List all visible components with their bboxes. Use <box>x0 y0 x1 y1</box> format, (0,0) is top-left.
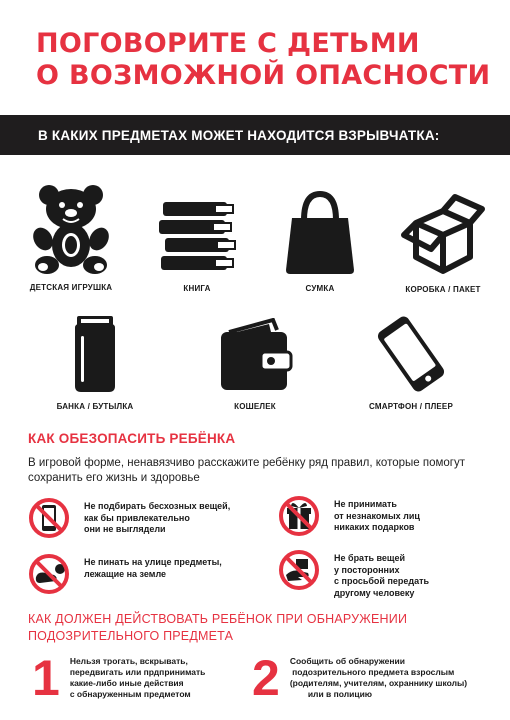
step-line: Нельзя трогать, вскрывать, <box>69 656 188 666</box>
item-phone <box>346 314 476 411</box>
books-icon <box>155 198 239 276</box>
item-label: БАНКА / БУТЫЛКА <box>56 402 134 411</box>
item-label: СМАРТФОН / ПЛЕЕР <box>369 402 453 411</box>
step-line: с обнаруженным предметом <box>69 689 191 699</box>
rule-line: другому человеку <box>334 587 415 598</box>
item-label: КОРОБКА / ПАКЕТ <box>405 285 481 294</box>
rule-line: как бы привлекательно <box>84 512 190 523</box>
actions-title <box>28 611 488 645</box>
smartphone-icon <box>371 314 451 394</box>
step-line: (родителям, учителям, охраннику школы) <box>289 678 468 688</box>
rule-line: у посторонних <box>334 564 400 575</box>
open-box-icon <box>398 193 488 277</box>
teddy-bear-icon <box>29 183 113 275</box>
step-line: или в полицию <box>307 689 373 699</box>
no-handover-icon <box>278 549 320 591</box>
item-can <box>30 314 160 411</box>
rule-line: никаких подарков <box>334 522 415 532</box>
rule-line: от незнакомых лиц <box>334 510 420 521</box>
step-line: Сообщить об обнаружении <box>289 656 405 666</box>
safety-title: КАК ОБЕЗОПАСИТЬ РЕБЁНКА <box>28 431 236 446</box>
item-toy <box>6 183 136 292</box>
step-item <box>32 650 206 706</box>
item-wallet <box>190 318 320 411</box>
item-label: КОШЕЛЕК <box>234 402 276 411</box>
rule-line: они не выглядели <box>84 524 166 534</box>
wallet-icon <box>215 318 295 394</box>
title-line-2: О ВОЗМОЖНОЙ ОПАСНОСТИ <box>36 60 491 91</box>
item-box <box>378 193 508 294</box>
rule-item <box>278 495 420 537</box>
no-gift-icon <box>278 495 320 537</box>
no-kick-icon <box>28 553 70 595</box>
rule-item <box>28 553 222 595</box>
page-title <box>36 28 496 92</box>
explosives-banner: В КАКИХ ПРЕДМЕТАХ МОЖЕТ НАХОДИТСЯ ВЗРЫВЧАТКА: <box>0 115 510 155</box>
step-number: 2 <box>252 650 280 706</box>
step-line: подозрительного предмета взрослым <box>289 667 455 677</box>
step-number: 1 <box>32 650 60 706</box>
rule-line: Не пинать на улице предметы, <box>84 557 222 567</box>
rule-item <box>278 549 429 599</box>
rule-line: с просьбой передать <box>334 576 430 586</box>
item-bag <box>255 190 385 293</box>
rule-line: Не принимать <box>334 499 397 509</box>
item-label: СУМКА <box>305 284 335 293</box>
rule-item <box>28 497 230 539</box>
actions-title-line-2: ПОДОЗРИТЕЛЬНОГО ПРЕДМЕТА <box>28 629 234 643</box>
item-label: КНИГА <box>183 284 211 293</box>
rule-line: Не подбирать бесхозных вещей, <box>84 501 231 511</box>
step-line: какие-либо иные действия <box>69 678 184 688</box>
rule-line: Не брать вещей <box>334 553 406 563</box>
item-label: ДЕТСКАЯ ИГРУШКА <box>29 283 113 292</box>
rule-line: лежащие на земле <box>84 568 167 579</box>
no-phone-icon <box>28 497 70 539</box>
item-book <box>132 198 262 293</box>
actions-title-line-1: КАК ДОЛЖЕН ДЕЙСТВОВАТЬ РЕБЁНОК ПРИ ОБНАРУЖЕНИИ <box>28 612 408 626</box>
can-icon <box>65 314 125 394</box>
safety-intro: В игровой форме, ненавязчиво расскажите ребёнку ряд правил, которые помогут сохранить его жизнь и здоровье <box>28 457 465 484</box>
step-line: передвигать или прдпринимать <box>69 667 206 677</box>
title-line-1: ПОГОВОРИТЕ С ДЕТЬМИ <box>36 28 420 59</box>
handbag-icon <box>278 190 362 276</box>
step-item <box>252 650 468 706</box>
